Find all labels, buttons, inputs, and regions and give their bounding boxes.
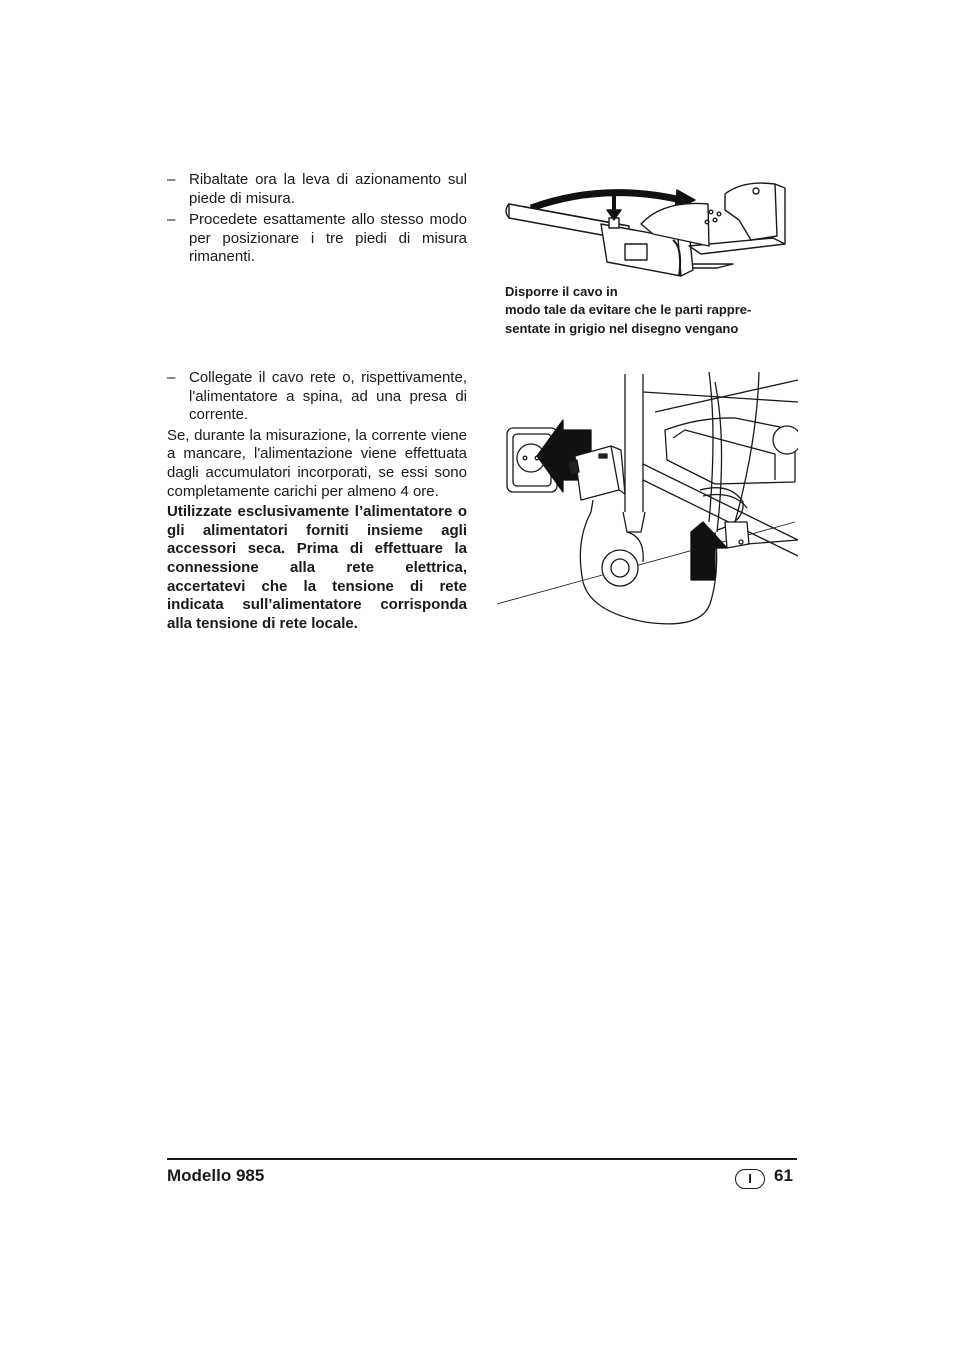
section-1 <box>167 171 467 267</box>
dash-bullet: – <box>167 211 176 229</box>
dash-bullet: – <box>167 171 176 188</box>
figure-caption <box>505 283 805 338</box>
list-item-text: Ribaltate ora la leva di azionamento sul piede di misura. <box>189 171 467 207</box>
language-badge: I <box>735 1169 765 1189</box>
list-item <box>167 369 467 425</box>
footer-divider <box>167 1158 797 1160</box>
page-number: 61 <box>774 1166 793 1185</box>
caption-line: modo tale da evitare che le parti rappre- <box>505 302 752 318</box>
caption-line: Disporre il cavo in <box>505 284 618 299</box>
list-item <box>167 211 467 267</box>
figure-power-connection <box>495 372 798 639</box>
measuring-foot-illustration <box>503 180 793 280</box>
section-2 <box>167 369 467 633</box>
dash-bullet: – <box>167 369 176 386</box>
list-item <box>167 171 467 208</box>
power-connection-illustration <box>495 372 798 634</box>
footer-model: Modello 985 <box>167 1166 265 1185</box>
paragraph-warning: Utilizzate esclusivamente l’alimentatore o gli alimentatori forniti insieme agli accessori seca. Prima di effettuare la connessione alla rete elettrica, accertatevi che la tensione di rete indicata sull’alimentatore corrisponda alla tensione di rete locale. <box>167 503 467 632</box>
caption-line: sentate in grigio nel disegno vengano <box>505 320 739 336</box>
list-item-text: Procedete esattamente allo stesso modo per posizionare i tre piedi di misura rimanenti. <box>189 211 467 266</box>
figure-measuring-foot <box>503 180 793 285</box>
paragraph-power-failure: Se, durante la misurazione, la corrente viene a mancare, l'alimentazione viene effettuata dagli accumulatori incorporati, se essi sono completamente carichi per almeno 4 ore. <box>167 426 467 500</box>
list-item-text: Collegate il cavo rete o, rispettivamente, l'alimentatore a spina, ad una presa di corrente. <box>189 369 467 424</box>
